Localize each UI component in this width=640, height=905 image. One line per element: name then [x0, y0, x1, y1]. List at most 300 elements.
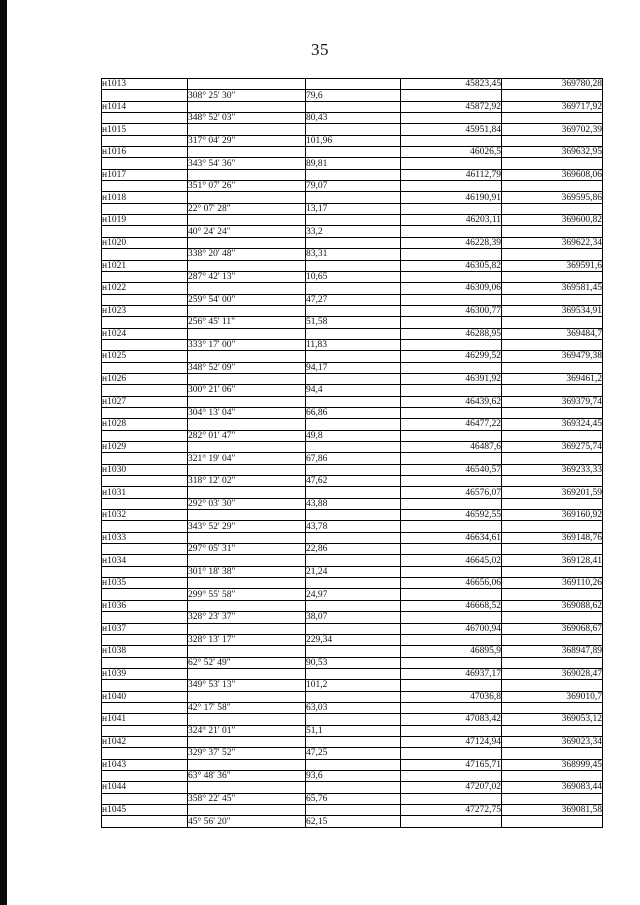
point-row — [102, 759, 603, 770]
y-coordinate-cell: 369083,44 — [502, 782, 603, 793]
segment-length-cell: 79,6 — [306, 90, 401, 101]
empty-cell — [188, 532, 306, 543]
empty-cell — [306, 101, 401, 112]
empty-cell — [188, 646, 306, 657]
x-coordinate-cell: 47083,42 — [401, 714, 502, 725]
empty-cell — [188, 305, 306, 316]
x-coordinate-cell: 46487,6 — [401, 442, 502, 453]
segment-row — [102, 521, 603, 532]
direction-angle-cell: 292° 03' 30" — [188, 498, 306, 509]
empty-cell — [102, 271, 188, 282]
empty-cell — [502, 317, 603, 328]
empty-cell — [401, 181, 502, 192]
empty-cell — [502, 816, 603, 827]
point-row — [102, 736, 603, 747]
point-row — [102, 600, 603, 611]
empty-cell — [401, 453, 502, 464]
empty-cell — [502, 294, 603, 305]
empty-cell — [102, 430, 188, 441]
segment-length-cell: 67,86 — [306, 453, 401, 464]
x-coordinate-cell: 46288,95 — [401, 328, 502, 339]
empty-cell — [102, 544, 188, 555]
direction-angle-cell: 333° 17' 00" — [188, 339, 306, 350]
empty-cell — [306, 805, 401, 816]
empty-cell — [188, 351, 306, 362]
point-id-cell: н1028 — [102, 419, 188, 430]
point-id-cell: н1017 — [102, 169, 188, 180]
x-coordinate-cell: 46391,92 — [401, 373, 502, 384]
x-coordinate-cell: 46190,91 — [401, 192, 502, 203]
segment-length-cell: 90,53 — [306, 657, 401, 668]
empty-cell — [102, 294, 188, 305]
point-id-cell: н1026 — [102, 373, 188, 384]
x-coordinate-cell: 47272,75 — [401, 805, 502, 816]
direction-angle-cell: 343° 54' 36" — [188, 158, 306, 169]
y-coordinate-cell: 369028,47 — [502, 668, 603, 679]
segment-length-cell: 94,4 — [306, 385, 401, 396]
x-coordinate-cell: 46203,11 — [401, 215, 502, 226]
point-id-cell: н1014 — [102, 101, 188, 112]
segment-length-cell: 43,78 — [306, 521, 401, 532]
point-row — [102, 260, 603, 271]
empty-cell — [188, 578, 306, 589]
direction-angle-cell: 348° 52' 03" — [188, 113, 306, 124]
point-id-cell: н1023 — [102, 305, 188, 316]
point-row — [102, 691, 603, 702]
empty-cell — [401, 158, 502, 169]
x-coordinate-cell: 46228,39 — [401, 237, 502, 248]
segment-length-cell: 66,86 — [306, 407, 401, 418]
empty-cell — [401, 816, 502, 827]
empty-cell — [306, 169, 401, 180]
y-coordinate-cell: 369595,86 — [502, 192, 603, 203]
empty-cell — [102, 748, 188, 759]
point-id-cell: н1022 — [102, 283, 188, 294]
point-id-cell: н1027 — [102, 396, 188, 407]
segment-row — [102, 816, 603, 827]
empty-cell — [401, 407, 502, 418]
point-id-cell: н1036 — [102, 600, 188, 611]
empty-cell — [401, 90, 502, 101]
empty-cell — [102, 362, 188, 373]
empty-cell — [502, 407, 603, 418]
empty-cell — [102, 453, 188, 464]
point-row — [102, 169, 603, 180]
segment-length-cell: 94,17 — [306, 362, 401, 373]
segment-row — [102, 657, 603, 668]
empty-cell — [401, 476, 502, 487]
x-coordinate-cell: 46576,07 — [401, 487, 502, 498]
x-coordinate-cell: 46439,62 — [401, 396, 502, 407]
empty-cell — [188, 79, 306, 90]
empty-cell — [102, 90, 188, 101]
segment-length-cell: 47,27 — [306, 294, 401, 305]
point-id-cell: н1024 — [102, 328, 188, 339]
segment-length-cell: 229,34 — [306, 634, 401, 645]
empty-cell — [188, 782, 306, 793]
y-coordinate-cell: 369023,34 — [502, 736, 603, 747]
coordinates-table-body — [102, 79, 603, 828]
point-id-cell: н1021 — [102, 260, 188, 271]
point-id-cell: н1015 — [102, 124, 188, 135]
empty-cell — [401, 680, 502, 691]
point-id-cell: н1025 — [102, 351, 188, 362]
empty-cell — [306, 147, 401, 158]
empty-cell — [401, 634, 502, 645]
empty-cell — [188, 328, 306, 339]
empty-cell — [188, 147, 306, 158]
empty-cell — [306, 668, 401, 679]
x-coordinate-cell: 46309,06 — [401, 283, 502, 294]
empty-cell — [102, 770, 188, 781]
empty-cell — [401, 725, 502, 736]
point-row — [102, 215, 603, 226]
y-coordinate-cell: 369534,91 — [502, 305, 603, 316]
y-coordinate-cell: 369324,45 — [502, 419, 603, 430]
empty-cell — [502, 430, 603, 441]
y-coordinate-cell: 369600,82 — [502, 215, 603, 226]
segment-length-cell: 11,83 — [306, 339, 401, 350]
empty-cell — [102, 521, 188, 532]
x-coordinate-cell: 46300,77 — [401, 305, 502, 316]
point-id-cell: н1032 — [102, 510, 188, 521]
empty-cell — [502, 203, 603, 214]
direction-angle-cell: 317° 04' 29" — [188, 135, 306, 146]
y-coordinate-cell: 369148,76 — [502, 532, 603, 543]
y-coordinate-cell: 369622,34 — [502, 237, 603, 248]
empty-cell — [306, 623, 401, 634]
direction-angle-cell: 304° 13' 04" — [188, 407, 306, 418]
x-coordinate-cell: 47124,94 — [401, 736, 502, 747]
empty-cell — [306, 578, 401, 589]
segment-length-cell: 93,6 — [306, 770, 401, 781]
point-row — [102, 623, 603, 634]
x-coordinate-cell: 46656,06 — [401, 578, 502, 589]
direction-angle-cell: 299° 55' 58" — [188, 589, 306, 600]
point-id-cell: н1035 — [102, 578, 188, 589]
empty-cell — [502, 612, 603, 623]
x-coordinate-cell: 46299,52 — [401, 351, 502, 362]
empty-cell — [188, 736, 306, 747]
segment-row — [102, 793, 603, 804]
empty-cell — [306, 124, 401, 135]
direction-angle-cell: 329° 37' 52" — [188, 748, 306, 759]
direction-angle-cell: 348° 52' 09" — [188, 362, 306, 373]
empty-cell — [502, 589, 603, 600]
empty-cell — [102, 181, 188, 192]
direction-angle-cell: 45° 56' 20" — [188, 816, 306, 827]
point-id-cell: н1031 — [102, 487, 188, 498]
empty-cell — [188, 487, 306, 498]
point-row — [102, 532, 603, 543]
segment-row — [102, 770, 603, 781]
direction-angle-cell: 343° 52' 29" — [188, 521, 306, 532]
segment-row — [102, 589, 603, 600]
empty-cell — [102, 566, 188, 577]
y-coordinate-cell: 369379,74 — [502, 396, 603, 407]
empty-cell — [401, 271, 502, 282]
direction-angle-cell: 349° 53' 13" — [188, 680, 306, 691]
point-row — [102, 555, 603, 566]
segment-row — [102, 453, 603, 464]
empty-cell — [502, 90, 603, 101]
segment-row — [102, 634, 603, 645]
empty-cell — [306, 328, 401, 339]
direction-angle-cell: 287° 42' 13" — [188, 271, 306, 282]
empty-cell — [306, 419, 401, 430]
empty-cell — [102, 612, 188, 623]
x-coordinate-cell: 46895,9 — [401, 646, 502, 657]
empty-cell — [102, 589, 188, 600]
segment-row — [102, 203, 603, 214]
empty-cell — [306, 532, 401, 543]
empty-cell — [401, 702, 502, 713]
point-id-cell: н1038 — [102, 646, 188, 657]
point-id-cell: н1039 — [102, 668, 188, 679]
empty-cell — [188, 373, 306, 384]
point-row — [102, 805, 603, 816]
y-coordinate-cell: 369010,7 — [502, 691, 603, 702]
y-coordinate-cell: 369780,28 — [502, 79, 603, 90]
empty-cell — [401, 748, 502, 759]
segment-length-cell: 43,88 — [306, 498, 401, 509]
empty-cell — [306, 691, 401, 702]
y-coordinate-cell: 369053,12 — [502, 714, 603, 725]
empty-cell — [188, 805, 306, 816]
y-coordinate-cell: 369717,92 — [502, 101, 603, 112]
segment-row — [102, 430, 603, 441]
empty-cell — [188, 510, 306, 521]
empty-cell — [306, 192, 401, 203]
empty-cell — [188, 759, 306, 770]
empty-cell — [102, 702, 188, 713]
y-coordinate-cell: 369233,33 — [502, 464, 603, 475]
empty-cell — [188, 442, 306, 453]
point-row — [102, 283, 603, 294]
x-coordinate-cell: 46477,22 — [401, 419, 502, 430]
page-number: 35 — [311, 40, 329, 59]
empty-cell — [502, 680, 603, 691]
empty-cell — [306, 600, 401, 611]
direction-angle-cell: 358° 22' 45" — [188, 793, 306, 804]
y-coordinate-cell: 369088,62 — [502, 600, 603, 611]
segment-row — [102, 385, 603, 396]
y-coordinate-cell: 369479,38 — [502, 351, 603, 362]
segment-row — [102, 249, 603, 260]
segment-row — [102, 90, 603, 101]
empty-cell — [102, 203, 188, 214]
empty-cell — [502, 453, 603, 464]
segment-row — [102, 113, 603, 124]
point-row — [102, 714, 603, 725]
segment-row — [102, 317, 603, 328]
empty-cell — [502, 158, 603, 169]
empty-cell — [502, 181, 603, 192]
point-id-cell: н1033 — [102, 532, 188, 543]
empty-cell — [102, 385, 188, 396]
empty-cell — [188, 169, 306, 180]
x-coordinate-cell: 46305,82 — [401, 260, 502, 271]
direction-angle-cell: 301° 18' 38" — [188, 566, 306, 577]
empty-cell — [401, 612, 502, 623]
empty-cell — [502, 339, 603, 350]
empty-cell — [188, 623, 306, 634]
empty-cell — [502, 498, 603, 509]
point-row — [102, 464, 603, 475]
empty-cell — [306, 736, 401, 747]
point-id-cell: н1018 — [102, 192, 188, 203]
y-coordinate-cell: 368999,45 — [502, 759, 603, 770]
empty-cell — [188, 215, 306, 226]
empty-cell — [188, 260, 306, 271]
point-id-cell: н1044 — [102, 782, 188, 793]
empty-cell — [102, 226, 188, 237]
empty-cell — [306, 714, 401, 725]
empty-cell — [188, 124, 306, 135]
point-id-cell: н1041 — [102, 714, 188, 725]
empty-cell — [306, 510, 401, 521]
empty-cell — [502, 793, 603, 804]
direction-angle-cell: 40° 24' 24" — [188, 226, 306, 237]
x-coordinate-cell: 46645,02 — [401, 555, 502, 566]
empty-cell — [188, 396, 306, 407]
empty-cell — [502, 544, 603, 555]
empty-cell — [502, 113, 603, 124]
empty-cell — [401, 317, 502, 328]
empty-cell — [306, 351, 401, 362]
segment-row — [102, 612, 603, 623]
empty-cell — [306, 487, 401, 498]
empty-cell — [401, 385, 502, 396]
empty-cell — [502, 725, 603, 736]
segment-length-cell: 47,25 — [306, 748, 401, 759]
direction-angle-cell: 328° 23' 37" — [188, 612, 306, 623]
empty-cell — [188, 691, 306, 702]
x-coordinate-cell: 47207,02 — [401, 782, 502, 793]
point-row — [102, 782, 603, 793]
segment-row — [102, 566, 603, 577]
empty-cell — [306, 646, 401, 657]
empty-cell — [188, 283, 306, 294]
empty-cell — [102, 407, 188, 418]
empty-cell — [401, 657, 502, 668]
segment-row — [102, 544, 603, 555]
segment-row — [102, 362, 603, 373]
empty-cell — [401, 770, 502, 781]
empty-cell — [102, 657, 188, 668]
point-id-cell: н1029 — [102, 442, 188, 453]
segment-length-cell: 47,62 — [306, 476, 401, 487]
empty-cell — [401, 294, 502, 305]
y-coordinate-cell: 369591,6 — [502, 260, 603, 271]
coordinates-table — [101, 78, 603, 828]
segment-length-cell: 24,97 — [306, 589, 401, 600]
empty-cell — [502, 271, 603, 282]
segment-row — [102, 476, 603, 487]
segment-row — [102, 226, 603, 237]
x-coordinate-cell: 46112,79 — [401, 169, 502, 180]
y-coordinate-cell: 369068,67 — [502, 623, 603, 634]
empty-cell — [306, 555, 401, 566]
empty-cell — [188, 192, 306, 203]
empty-cell — [401, 498, 502, 509]
point-row — [102, 396, 603, 407]
segment-length-cell: 83,31 — [306, 249, 401, 260]
point-row — [102, 419, 603, 430]
empty-cell — [102, 339, 188, 350]
point-id-cell: н1042 — [102, 736, 188, 747]
empty-cell — [102, 113, 188, 124]
empty-cell — [102, 793, 188, 804]
empty-cell — [401, 226, 502, 237]
empty-cell — [401, 135, 502, 146]
x-coordinate-cell: 45872,92 — [401, 101, 502, 112]
point-id-cell: н1040 — [102, 691, 188, 702]
segment-row — [102, 158, 603, 169]
y-coordinate-cell: 369461,2 — [502, 373, 603, 384]
empty-cell — [502, 385, 603, 396]
point-row — [102, 147, 603, 158]
empty-cell — [502, 226, 603, 237]
empty-cell — [502, 634, 603, 645]
y-coordinate-cell: 369702,39 — [502, 124, 603, 135]
x-coordinate-cell: 45951,84 — [401, 124, 502, 135]
empty-cell — [502, 770, 603, 781]
y-coordinate-cell: 369081,58 — [502, 805, 603, 816]
point-row — [102, 101, 603, 112]
point-row — [102, 373, 603, 384]
point-id-cell: н1019 — [102, 215, 188, 226]
y-coordinate-cell: 369608,06 — [502, 169, 603, 180]
x-coordinate-cell: 46592,55 — [401, 510, 502, 521]
segment-row — [102, 680, 603, 691]
empty-cell — [306, 260, 401, 271]
direction-angle-cell: 282° 01' 47" — [188, 430, 306, 441]
segment-length-cell: 21,24 — [306, 566, 401, 577]
y-coordinate-cell: 369201,59 — [502, 487, 603, 498]
empty-cell — [401, 566, 502, 577]
empty-cell — [502, 135, 603, 146]
empty-cell — [401, 521, 502, 532]
x-coordinate-cell: 46634,61 — [401, 532, 502, 543]
empty-cell — [502, 476, 603, 487]
empty-cell — [502, 521, 603, 532]
segment-row — [102, 294, 603, 305]
y-coordinate-cell: 369632,95 — [502, 147, 603, 158]
point-row — [102, 668, 603, 679]
scan-edge-bar — [0, 0, 7, 905]
empty-cell — [401, 793, 502, 804]
empty-cell — [306, 782, 401, 793]
segment-row — [102, 407, 603, 418]
direction-angle-cell: 324° 21' 01" — [188, 725, 306, 736]
empty-cell — [401, 113, 502, 124]
empty-cell — [401, 362, 502, 373]
direction-angle-cell: 351° 07' 26" — [188, 181, 306, 192]
y-coordinate-cell: 369110,26 — [502, 578, 603, 589]
empty-cell — [102, 158, 188, 169]
empty-cell — [401, 203, 502, 214]
empty-cell — [102, 634, 188, 645]
point-id-cell: н1013 — [102, 79, 188, 90]
segment-row — [102, 181, 603, 192]
x-coordinate-cell: 46700,94 — [401, 623, 502, 634]
x-coordinate-cell: 46540,57 — [401, 464, 502, 475]
segment-row — [102, 135, 603, 146]
x-coordinate-cell: 45823,45 — [401, 79, 502, 90]
y-coordinate-cell: 369128,41 — [502, 555, 603, 566]
empty-cell — [401, 430, 502, 441]
